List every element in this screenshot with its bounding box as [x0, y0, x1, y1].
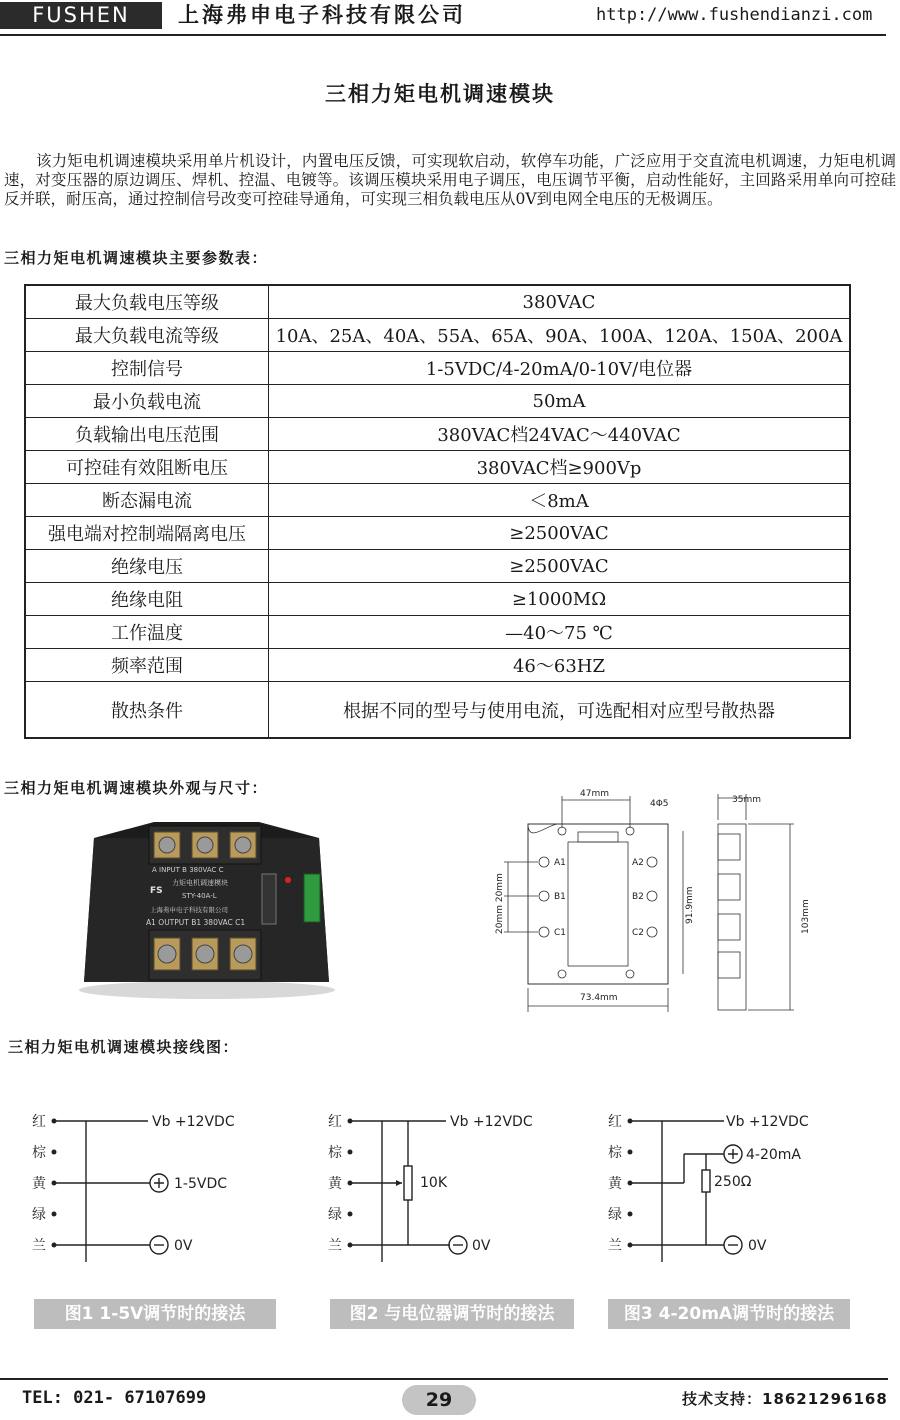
table-row	[25, 682, 850, 739]
param-value: —40～75 ℃	[269, 616, 851, 649]
section-heading-appearance: 三相力矩电机调速模块外观与尺寸：	[4, 779, 269, 797]
intro-paragraph: 该力矩电机调速模块采用单片机设计，内置电压反馈，可实现软启动，软停车功能，广泛应用于交直流电机调速，力矩电机调速，对变压器的原边调压、焊机、控温、电镀等。该调压模块采用电子调压，电压调节平衡，启动性能好，主回路采用单向可控硅反并联，耐压高，通过控制信号改变可控硅导通角，可实现三相负载电压从0V到电网全电压的无极调压。	[4, 152, 896, 208]
param-value: 1-5VDC/4-20mA/0-10V/电位器	[269, 352, 851, 385]
param-value: 10A、25A、40A、55A、65A、90A、100A、120A、150A、200A	[269, 319, 851, 352]
brand-logo: FUSHEN	[0, 2, 162, 29]
dim-total-width: 73.4mm	[580, 993, 618, 1003]
dim-top-width: 47mm	[580, 789, 609, 799]
param-name: 绝缘电压	[25, 550, 269, 583]
table-row	[25, 285, 850, 319]
param-value: 380VAC档24VAC～440VAC	[269, 418, 851, 451]
param-value: 46～63HZ	[269, 649, 851, 682]
module-photo	[74, 810, 340, 1000]
fig1-signal: 1-5VDC	[174, 1176, 227, 1192]
table-row	[25, 418, 850, 451]
wiring-figure-1	[28, 1092, 298, 1262]
wire-green: 绿	[608, 1207, 622, 1223]
param-table	[24, 284, 851, 739]
wire-yellow: 黄	[608, 1176, 622, 1192]
table-row	[25, 583, 850, 616]
table-row	[25, 649, 850, 682]
wire-red: 红	[32, 1114, 46, 1130]
photo-output-label: A1 OUTPUT B1 380VAC C1	[146, 918, 246, 927]
param-name: 最小负载电流	[25, 385, 269, 418]
wiring-figure-2	[324, 1092, 594, 1262]
photo-input-label: A INPUT B 380VAC C	[152, 866, 224, 874]
photo-product-name: 力矩电机调速模块	[172, 879, 228, 887]
terminal-c2: C2	[632, 928, 645, 938]
param-value: ≥2500VAC	[269, 550, 851, 583]
table-row	[25, 616, 850, 649]
param-value: 根据不同的型号与使用电流，可选配相对应型号散热器	[269, 682, 851, 739]
terminal-a2: A2	[632, 858, 644, 868]
fig3-signal: 4-20mA	[746, 1147, 801, 1163]
photo-logo: FS	[150, 886, 163, 896]
table-row	[25, 451, 850, 484]
page-title: 三相力矩电机调速模块	[325, 82, 555, 106]
param-value: 380VAC	[269, 285, 851, 319]
param-name: 可控硅有效阻断电压	[25, 451, 269, 484]
dim-total-height: 103mm	[801, 899, 811, 934]
wiring-figure-3	[604, 1092, 874, 1262]
param-name: 最大负载电流等级	[25, 319, 269, 352]
fig2-vb: Vb +12VDC	[450, 1114, 533, 1130]
param-name: 断态漏电流	[25, 484, 269, 517]
param-value: ≥2500VAC	[269, 517, 851, 550]
terminal-b2: B2	[632, 892, 644, 902]
fig2-zero: 0V	[472, 1238, 491, 1254]
terminal-b1: B1	[554, 892, 566, 902]
wire-brown: 棕	[32, 1145, 46, 1161]
param-value: ≥1000MΩ	[269, 583, 851, 616]
wire-green: 绿	[328, 1207, 342, 1223]
param-name: 工作温度	[25, 616, 269, 649]
dim-hole: 4Φ5	[650, 799, 669, 809]
fig3-res: 250Ω	[714, 1174, 752, 1190]
dim-side-width: 35mm	[732, 795, 761, 805]
wire-yellow: 黄	[32, 1176, 46, 1192]
wire-brown: 棕	[608, 1145, 622, 1161]
caption-fig1: 图1 1-5V调节时的接法	[34, 1299, 276, 1329]
param-value: 380VAC档≥900Vp	[269, 451, 851, 484]
table-row	[25, 517, 850, 550]
terminal-a1: A1	[554, 858, 566, 868]
param-value: 50mA	[269, 385, 851, 418]
dim-inner-height: 91.9mm	[685, 886, 695, 924]
table-row	[25, 550, 850, 583]
fig3-zero: 0V	[748, 1238, 767, 1254]
param-name: 最大负载电压等级	[25, 285, 269, 319]
param-name: 控制信号	[25, 352, 269, 385]
section-heading-params: 三相力矩电机调速模块主要参数表：	[4, 249, 269, 267]
table-row	[25, 385, 850, 418]
photo-model: STY-40A-L	[182, 892, 217, 900]
param-value: ＜8mA	[269, 484, 851, 517]
footer-tel: TEL: 021- 67107699	[22, 1388, 207, 1408]
company-name: 上海弗申电子科技有限公司	[178, 3, 466, 27]
table-row	[25, 352, 850, 385]
caption-fig3: 图3 4-20mA调节时的接法	[608, 1299, 850, 1329]
photo-maker: 上海弗申电子科技有限公司	[150, 906, 228, 914]
param-name: 散热条件	[25, 682, 269, 739]
wire-green: 绿	[32, 1207, 46, 1223]
wire-red: 红	[608, 1114, 622, 1130]
fig2-pot: 10K	[420, 1175, 447, 1191]
terminal-c1: C1	[554, 928, 567, 938]
dimension-drawing	[468, 784, 828, 1018]
table-row	[25, 319, 850, 352]
caption-fig2: 图2 与电位器调节时的接法	[330, 1299, 574, 1329]
page-number: 29	[402, 1385, 476, 1415]
wire-red: 红	[328, 1114, 342, 1130]
footer-support: 技术支持：18621296168	[682, 1390, 888, 1408]
section-heading-wiring: 三相力矩电机调速模块接线图：	[8, 1038, 240, 1056]
fig1-zero: 0V	[174, 1238, 193, 1254]
header-divider	[0, 34, 886, 36]
param-name: 频率范围	[25, 649, 269, 682]
param-name: 负载输出电压范围	[25, 418, 269, 451]
fig1-vb: Vb +12VDC	[152, 1114, 235, 1130]
param-name: 强电端对控制端隔离电压	[25, 517, 269, 550]
table-row	[25, 484, 850, 517]
wire-yellow: 黄	[328, 1176, 342, 1192]
dim-spacing: 20mm 20mm	[495, 873, 505, 934]
wire-blue: 兰	[608, 1238, 622, 1254]
wire-blue: 兰	[328, 1238, 342, 1254]
website-url: http://www.fushendianzi.com	[596, 5, 873, 25]
footer-divider	[0, 1378, 888, 1380]
param-name: 绝缘电阻	[25, 583, 269, 616]
wire-brown: 棕	[328, 1145, 342, 1161]
fig3-vb: Vb +12VDC	[726, 1114, 809, 1130]
wire-blue: 兰	[32, 1238, 46, 1254]
